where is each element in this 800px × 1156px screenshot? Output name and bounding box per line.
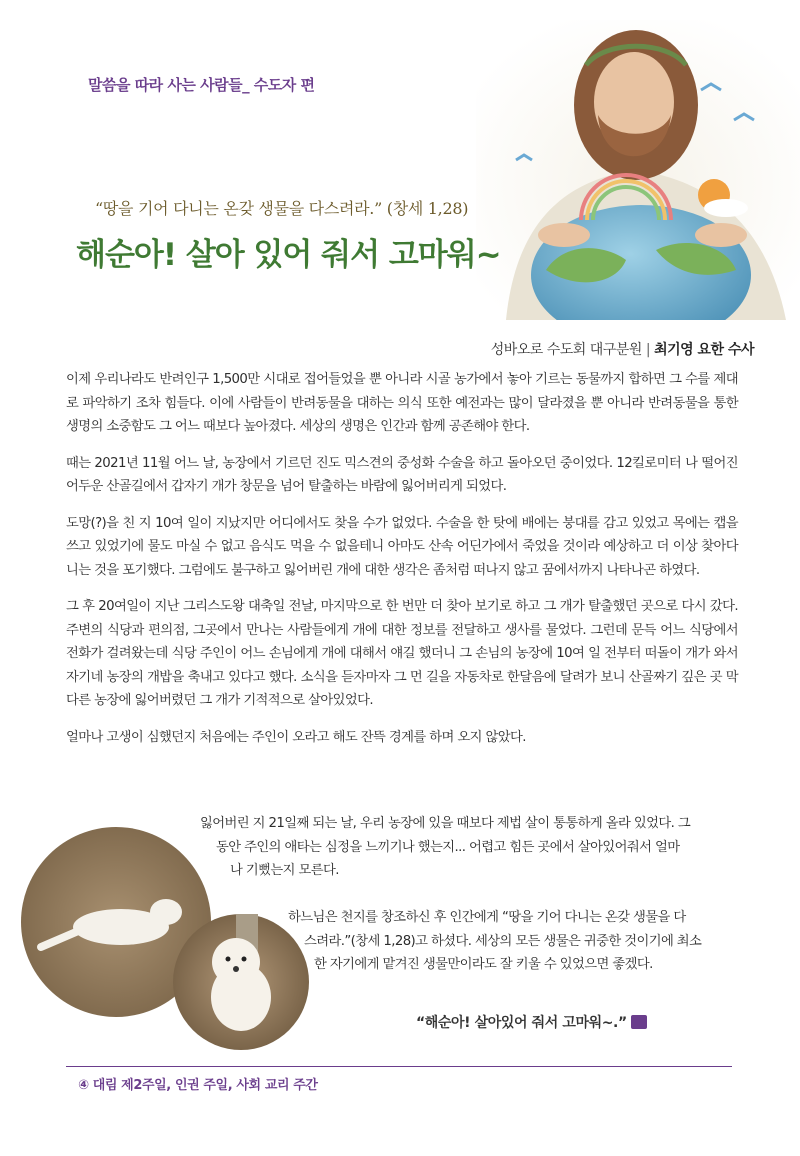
- end-mark-icon: [631, 1015, 647, 1029]
- article-body: [66, 368, 738, 762]
- paragraph-3: 도망(?)을 친 지 10여 일이 지났지만 어디에서도 찾을 수가 없었다. 수술을 한 탓에 배에는 붕대를 감고 있었고 목에는 캡을 쓰고 있었기에 물도 마실 수 없고 음식도 먹을 수 없을테니 아마도 산속 어딘가에서 죽었을 것이라 예상하고 더 이상 찾아다니는 것을 포기했다. 그럼에도 불구하고 잃어버린 개에 대한 생각은 좀처럼 떠나지 않고 꿈에서까지 나타나곤 하였다.: [66, 515, 738, 578]
- author-separator: |: [645, 342, 651, 358]
- wrap1-line-1: 잃어버린 지 21일째 되는 날, 우리 농장에 있을 때보다 제법 살이 통통하게 올라 있었다. 그: [200, 816, 691, 831]
- footer-divider: [66, 1066, 732, 1067]
- author-org: 성바오로 수도회 대구분원: [490, 342, 642, 358]
- jesus-earth-illustration: [476, 20, 800, 320]
- paragraph-2: 때는 2021년 11월 어느 날, 농장에서 기르던 진도 믹스견의 중성화 수술을 하고 돌아오던 중이었다. 12킬로미터 나 떨어진 어두운 산골길에서 갑자기 개가 창문을 넘어 탈출하는 바람에 잃어버리게 되었다.: [66, 455, 738, 494]
- paragraph-4: 그 후 20여일이 지난 그리스도왕 대축일 전날, 마지막으로 한 번만 더 찾아 보기로 하고 그 개가 탈출했던 곳으로 다시 갔다. 주변의 식당과 편의점, 그곳에서 만나는 사람들에게 개에 대한 정보를 전달하고 생사를 물었다. 그런데 문득 어느 식당에서 전화가 걸려왔는데 식당 주인이 어느 손님에게 개에 대해서 얘길 했더니 그 손님의 농장에 10여 일 전부터 떠돌이 개가 와서 자기네 농장의 개밥을 축내고 있다고 했다. 소식을 듣자마자 그 먼 길을 자동차로 한달음에 달려가 보니 산골짜기 깊은 곳 막다른 농장에 잃어버렸던 그 개가 기적적으로 살아있었다.: [66, 599, 738, 708]
- series-title: 말씀을 따라 사는 사람들_ 수도자 편: [88, 76, 315, 94]
- article-title: 해순아! 살아 있어 줘서 고마워~: [76, 237, 501, 273]
- closing-text: “해순아! 살아있어 줘서 고마워~.”: [416, 1015, 627, 1031]
- wrap-text-2: [288, 906, 736, 977]
- paragraph-1: 이제 우리나라도 반려인구 1,500만 시대로 접어들었을 뿐 아니라 시골 농가에서 놓아 기르는 동물까지 합하면 그 수를 제대로 파악하기 조차 힘들다. 이에 사람들이 반려동물을 대하는 의식 또한 예전과는 많이 달라졌을 뿐 아니라 반려동물을 통한 생명의 소중함도 그 어느 때보다 높아졌다. 세상의 생명은 인간과 함께 공존해야 한다.: [66, 372, 738, 434]
- wrap2-line-2: 스려라.”(창세 1,28)고 하셨다. 세상의 모든 생물은 귀중한 것이기에 최소: [304, 933, 702, 949]
- author-name: 최기영 요한 수사: [654, 342, 754, 358]
- footer-text: ④ 대림 제2주일, 인권 주일, 사회 교리 주간: [78, 1078, 318, 1093]
- wrap1-line-3: 나 기뻤는지 모른다.: [230, 863, 339, 878]
- scripture-quote: “땅을 기어 다니는 온갖 생물을 다스려라.” (창세 1,28): [95, 199, 469, 218]
- wrap2-line-1: 하느님은 천지를 창조하신 후 인간에게 “땅을 기어 다니는 온갖 생물을 다: [288, 910, 686, 925]
- wrap2-line-3: 한 자기에게 맡겨진 생물만이라도 잘 키울 수 있었으면 좋겠다.: [314, 957, 653, 972]
- wrap1-line-2: 동안 주인의 애타는 심정을 느끼기나 했는지... 어렵고 힘든 곳에서 살아있어줘서 얼마: [216, 839, 680, 855]
- closing-line: [416, 1012, 647, 1032]
- wrap-text-1: [200, 812, 736, 883]
- paragraph-5: 얼마나 고생이 심했던지 처음에는 주인이 오라고 해도 잔뜩 경계를 하며 오지 않았다.: [66, 729, 526, 745]
- author-line: [491, 339, 754, 359]
